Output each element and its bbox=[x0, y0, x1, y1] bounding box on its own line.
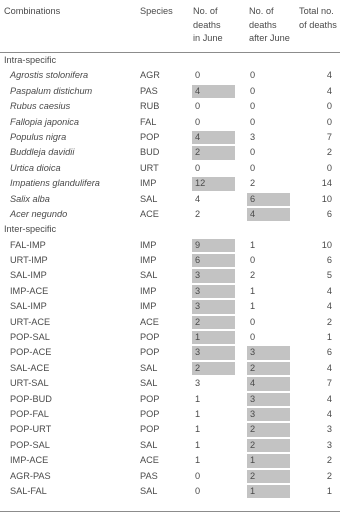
section-label: Intra-specific bbox=[4, 55, 57, 65]
total-deaths-cell: 2 bbox=[326, 455, 332, 466]
header-species: Species bbox=[140, 6, 173, 16]
deaths-in-june-cell: 0 bbox=[195, 470, 201, 481]
header-total-line-2: of deaths bbox=[299, 19, 337, 30]
table-row bbox=[0, 68, 340, 83]
header-total-line-1: Total no. bbox=[299, 6, 334, 16]
table-row bbox=[0, 176, 340, 191]
species-cell: PAS bbox=[140, 85, 158, 96]
deaths-after-june-cell: 3 bbox=[250, 393, 256, 404]
deaths-after-june-cell: 0 bbox=[250, 147, 256, 158]
total-deaths-cell: 6 bbox=[326, 347, 332, 358]
combination-cell: URT-ACE bbox=[10, 316, 51, 327]
deaths-after-june-cell: 4 bbox=[250, 378, 256, 389]
species-cell: PAS bbox=[140, 470, 158, 481]
species-cell: SAL bbox=[140, 439, 158, 450]
table-row bbox=[0, 207, 340, 222]
deaths-in-june-cell: 1 bbox=[195, 408, 201, 419]
deaths-in-june-cell: 1 bbox=[195, 393, 201, 404]
table-row bbox=[0, 453, 340, 468]
table-body bbox=[0, 53, 340, 499]
total-deaths-cell: 10 bbox=[321, 239, 332, 250]
header-june-line-2: deaths bbox=[193, 19, 221, 30]
table-row bbox=[0, 315, 340, 330]
total-deaths-cell: 1 bbox=[326, 332, 332, 343]
deaths-after-june-cell: 0 bbox=[250, 332, 256, 343]
combination-cell: FAL-IMP bbox=[10, 239, 46, 250]
table-row bbox=[0, 284, 340, 299]
table-row bbox=[0, 130, 340, 145]
table-row bbox=[0, 84, 340, 99]
deaths-in-june-cell: 2 bbox=[195, 316, 201, 327]
total-deaths-cell: 0 bbox=[326, 116, 332, 127]
combination-cell: Populus nigra bbox=[10, 131, 67, 142]
deaths-after-june-cell: 0 bbox=[250, 116, 256, 127]
total-deaths-cell: 7 bbox=[326, 378, 332, 389]
table-row bbox=[0, 145, 340, 160]
table-row bbox=[0, 161, 340, 176]
header-after-line-2: deaths bbox=[249, 19, 277, 30]
deaths-in-june-cell: 2 bbox=[195, 147, 201, 158]
header-june-line-1: No. of bbox=[193, 6, 218, 16]
total-deaths-cell: 4 bbox=[326, 362, 332, 373]
total-deaths-cell: 10 bbox=[321, 193, 332, 204]
combination-cell: SAL-IMP bbox=[10, 270, 47, 281]
total-deaths-cell: 4 bbox=[326, 301, 332, 312]
combination-cell: Agrostis stolonifera bbox=[10, 70, 89, 81]
deaths-after-june-cell: 3 bbox=[250, 131, 256, 142]
species-cell: ACE bbox=[140, 316, 159, 327]
deaths-in-june-cell: 3 bbox=[195, 301, 201, 312]
total-deaths-cell: 5 bbox=[326, 270, 332, 281]
deaths-in-june-cell: 12 bbox=[195, 178, 206, 189]
deaths-after-june-cell: 2 bbox=[250, 270, 256, 281]
total-deaths-cell: 2 bbox=[326, 147, 332, 158]
table-row bbox=[0, 392, 340, 407]
total-deaths-cell: 4 bbox=[326, 70, 332, 81]
deaths-in-june-cell: 0 bbox=[195, 485, 201, 496]
species-cell: BUD bbox=[140, 147, 160, 158]
combination-cell: Salix alba bbox=[10, 193, 50, 204]
combination-cell: IMP-ACE bbox=[10, 285, 49, 296]
deaths-after-june-cell: 1 bbox=[250, 285, 256, 296]
total-deaths-cell: 6 bbox=[326, 208, 332, 219]
total-deaths-cell: 3 bbox=[326, 424, 332, 435]
total-deaths-cell: 1 bbox=[326, 485, 332, 496]
deaths-in-june-cell: 2 bbox=[195, 208, 201, 219]
deaths-in-june-cell: 3 bbox=[195, 378, 201, 389]
deaths-after-june-cell: 0 bbox=[250, 85, 256, 96]
combination-cell: POP-ACE bbox=[10, 347, 52, 358]
deaths-in-june-cell: 1 bbox=[195, 424, 201, 435]
species-cell: POP bbox=[140, 408, 160, 419]
species-cell: IMP bbox=[140, 239, 157, 250]
species-cell: POP bbox=[140, 347, 160, 358]
combination-cell: Acer negundo bbox=[10, 208, 68, 219]
header-combinations: Combinations bbox=[4, 6, 61, 16]
combination-cell: AGR-PAS bbox=[10, 470, 51, 481]
species-cell: IMP bbox=[140, 301, 157, 312]
section-header-row bbox=[0, 53, 340, 68]
species-cell: SAL bbox=[140, 378, 158, 389]
deaths-in-june-cell: 3 bbox=[195, 285, 201, 296]
deaths-after-june-cell: 2 bbox=[250, 470, 256, 481]
combination-cell: IMP-ACE bbox=[10, 455, 49, 466]
table-row bbox=[0, 299, 340, 314]
deaths-after-june-cell: 4 bbox=[250, 208, 256, 219]
total-deaths-cell: 4 bbox=[326, 85, 332, 96]
species-cell: IMP bbox=[140, 178, 157, 189]
deaths-in-june-cell: 1 bbox=[195, 439, 201, 450]
table-row bbox=[0, 253, 340, 268]
species-cell: POP bbox=[140, 424, 160, 435]
combination-cell: URT-SAL bbox=[10, 378, 49, 389]
deaths-after-june-cell: 1 bbox=[250, 485, 256, 496]
combination-cell: Rubus caesius bbox=[10, 101, 71, 112]
table-row bbox=[0, 376, 340, 391]
species-cell: FAL bbox=[140, 116, 157, 127]
combination-cell: Fallopia japonica bbox=[10, 116, 79, 127]
deaths-in-june-cell: 3 bbox=[195, 347, 201, 358]
species-cell: RUB bbox=[140, 101, 160, 112]
header-after-line-1: No. of bbox=[249, 6, 274, 16]
deaths-in-june-cell: 4 bbox=[195, 131, 201, 142]
deaths-after-june-cell: 1 bbox=[250, 455, 256, 466]
header-june-line-3: in June bbox=[193, 33, 223, 43]
total-deaths-cell: 2 bbox=[326, 470, 332, 481]
table-row bbox=[0, 330, 340, 345]
combination-cell: POP-SAL bbox=[10, 439, 50, 450]
species-cell: SAL bbox=[140, 270, 158, 281]
table-row bbox=[0, 268, 340, 283]
deaths-in-june-cell: 4 bbox=[195, 85, 201, 96]
total-deaths-cell: 14 bbox=[321, 178, 332, 189]
deaths-after-june-cell: 0 bbox=[250, 101, 256, 112]
table-row bbox=[0, 438, 340, 453]
total-deaths-cell: 2 bbox=[326, 316, 332, 327]
deaths-in-june-cell: 3 bbox=[195, 270, 201, 281]
section-header-row bbox=[0, 222, 340, 237]
combination-cell: POP-SAL bbox=[10, 332, 50, 343]
table-row bbox=[0, 115, 340, 130]
deaths-in-june-cell: 9 bbox=[195, 239, 201, 250]
total-deaths-cell: 0 bbox=[326, 162, 332, 173]
header-total-deaths bbox=[299, 5, 339, 32]
deaths-after-june-cell: 3 bbox=[250, 408, 256, 419]
total-deaths-cell: 3 bbox=[326, 439, 332, 450]
table-header bbox=[0, 0, 340, 53]
deaths-in-june-cell: 1 bbox=[195, 332, 201, 343]
deaths-after-june-cell: 2 bbox=[250, 178, 256, 189]
species-cell: ACE bbox=[140, 455, 159, 466]
deaths-in-june-cell: 4 bbox=[195, 193, 201, 204]
deaths-after-june-cell: 0 bbox=[250, 162, 256, 173]
deaths-after-june-cell: 2 bbox=[250, 362, 256, 373]
section-label: Inter-specific bbox=[4, 224, 57, 235]
species-cell: SAL bbox=[140, 193, 158, 204]
species-cell: IMP bbox=[140, 255, 157, 266]
table-row bbox=[0, 407, 340, 422]
species-cell: ACE bbox=[140, 208, 159, 219]
deaths-after-june-cell: 0 bbox=[250, 316, 256, 327]
species-cell: AGR bbox=[140, 70, 160, 81]
combination-cell: Impatiens glandulifera bbox=[10, 178, 100, 189]
total-deaths-cell: 4 bbox=[326, 393, 332, 404]
total-deaths-cell: 7 bbox=[326, 131, 332, 142]
table-row bbox=[0, 361, 340, 376]
combination-cell: SAL-IMP bbox=[10, 301, 47, 312]
deaths-in-june-cell: 0 bbox=[195, 70, 201, 81]
deaths-in-june-cell: 1 bbox=[195, 455, 201, 466]
total-deaths-cell: 4 bbox=[326, 285, 332, 296]
deaths-after-june-cell: 6 bbox=[250, 193, 256, 204]
table-row bbox=[0, 469, 340, 484]
species-cell: POP bbox=[140, 332, 160, 343]
deaths-after-june-cell: 2 bbox=[250, 439, 256, 450]
deaths-in-june-cell: 2 bbox=[195, 362, 201, 373]
deaths-after-june-cell: 2 bbox=[250, 424, 256, 435]
total-deaths-cell: 4 bbox=[326, 408, 332, 419]
species-cell: IMP bbox=[140, 285, 157, 296]
deaths-in-june-cell: 0 bbox=[195, 162, 201, 173]
table-row bbox=[0, 422, 340, 437]
header-after-line-3: after June bbox=[249, 33, 290, 43]
combination-cell: POP-FAL bbox=[10, 408, 49, 419]
total-deaths-cell: 6 bbox=[326, 255, 332, 266]
deaths-after-june-cell: 1 bbox=[250, 239, 256, 250]
bottom-rule bbox=[0, 511, 340, 512]
combination-cell: URT-IMP bbox=[10, 255, 48, 266]
deaths-after-june-cell: 3 bbox=[250, 347, 256, 358]
deaths-in-june-cell: 6 bbox=[195, 255, 201, 266]
species-cell: URT bbox=[140, 162, 159, 173]
header-deaths-after-june bbox=[249, 5, 290, 46]
deaths-after-june-cell: 0 bbox=[250, 255, 256, 266]
species-cell: POP bbox=[140, 393, 160, 404]
combination-cell: POP-URT bbox=[10, 424, 52, 435]
combination-cell: POP-BUD bbox=[10, 393, 52, 404]
table-row bbox=[0, 345, 340, 360]
species-cell: POP bbox=[140, 131, 160, 142]
deaths-in-june-cell: 0 bbox=[195, 116, 201, 127]
combination-cell: Paspalum distichum bbox=[10, 85, 93, 96]
deaths-in-june-cell: 0 bbox=[195, 101, 201, 112]
deaths-after-june-cell: 0 bbox=[250, 70, 256, 81]
combination-cell: SAL-FAL bbox=[10, 485, 47, 496]
header-deaths-in-june bbox=[193, 5, 223, 46]
table-row bbox=[0, 484, 340, 499]
combination-cell: Urtica dioica bbox=[10, 162, 61, 173]
table-row bbox=[0, 192, 340, 207]
combination-cell: Buddleja davidii bbox=[10, 147, 75, 158]
species-cell: SAL bbox=[140, 362, 158, 373]
species-cell: SAL bbox=[140, 485, 158, 496]
combination-cell: SAL-ACE bbox=[10, 362, 50, 373]
table-row bbox=[0, 238, 340, 253]
total-deaths-cell: 0 bbox=[326, 101, 332, 112]
table-row bbox=[0, 99, 340, 114]
deaths-after-june-cell: 1 bbox=[250, 301, 256, 312]
